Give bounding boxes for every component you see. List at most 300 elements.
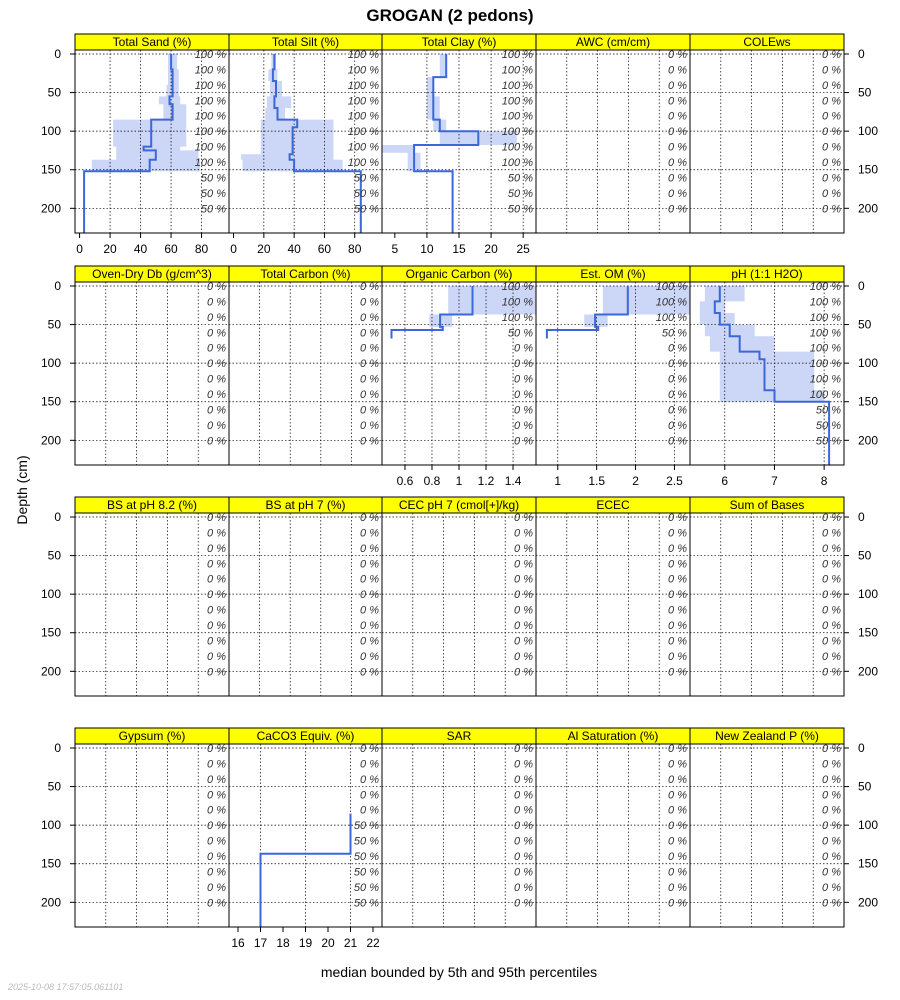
pct-label: 0 % xyxy=(360,373,379,386)
pct-label: 0 % xyxy=(822,620,841,633)
timestamp: 2025-10-08 17:57:05.061101 xyxy=(8,982,124,992)
pct-label: 100 % xyxy=(809,327,841,340)
plot-area xyxy=(690,513,844,696)
pct-label: 0 % xyxy=(822,666,841,679)
pct-label: 0 % xyxy=(514,558,533,571)
y-tick-label: 200 xyxy=(858,201,879,216)
pct-label: 100 % xyxy=(194,95,226,108)
pct-label: 0 % xyxy=(668,620,687,633)
panel-14 xyxy=(536,497,690,696)
panel-title: Total Clay (%) xyxy=(421,35,497,49)
y-tick-label: 150 xyxy=(858,856,879,871)
pct-label: 0 % xyxy=(514,773,533,786)
x-tick-label: 25 xyxy=(516,242,530,256)
pct-label: 100 % xyxy=(655,281,687,293)
pct-label: 0 % xyxy=(514,527,533,540)
y-tick-label: 50 xyxy=(47,317,61,332)
panel-5 xyxy=(690,34,878,233)
x-tick-label: 22 xyxy=(366,936,380,950)
plot-area xyxy=(75,282,229,465)
y-tick-label: 50 xyxy=(858,317,872,332)
panel-11 xyxy=(41,497,229,696)
panel-19 xyxy=(536,728,690,927)
pct-label: 0 % xyxy=(360,296,379,309)
x-tick-label: 1 xyxy=(554,474,562,488)
pct-label: 0 % xyxy=(822,743,841,755)
pct-label: 0 % xyxy=(668,542,687,555)
pct-label: 0 % xyxy=(668,342,687,355)
pct-label: 0 % xyxy=(360,789,379,802)
pct-label: 0 % xyxy=(207,743,226,755)
plot-area xyxy=(536,282,690,465)
panel-title: Total Carbon (%) xyxy=(260,267,351,281)
panel-title: pH (1:1 H2O) xyxy=(731,267,803,281)
pct-label: 0 % xyxy=(822,187,841,200)
pct-label: 0 % xyxy=(207,358,226,371)
pct-label: 0 % xyxy=(668,743,687,755)
x-tick-label: 80 xyxy=(194,242,209,256)
pct-label: 0 % xyxy=(514,789,533,802)
y-tick-label: 0 xyxy=(54,741,61,755)
pct-label: 0 % xyxy=(514,373,533,386)
pct-label: 0 % xyxy=(360,404,379,417)
y-tick-label: 200 xyxy=(40,433,61,448)
pct-label: 0 % xyxy=(360,589,379,602)
pct-label: 0 % xyxy=(668,126,687,139)
pct-label: 0 % xyxy=(207,373,226,386)
x-tick-label: 1.5 xyxy=(588,474,606,488)
x-tick-label: 19 xyxy=(298,936,313,950)
pct-label: 0 % xyxy=(514,589,533,602)
pct-label: 0 % xyxy=(514,650,533,663)
panel-20 xyxy=(690,728,878,927)
pct-label: 50 % xyxy=(815,419,841,432)
pct-label: 100 % xyxy=(347,64,379,77)
pct-label: 100 % xyxy=(809,358,841,371)
pct-label: 0 % xyxy=(514,835,533,848)
panel-title: Organic Carbon (%) xyxy=(405,267,513,281)
plot-area xyxy=(382,513,536,696)
y-tick-label: 0 xyxy=(858,279,865,293)
pct-label: 50 % xyxy=(507,327,533,340)
pct-label: 0 % xyxy=(822,758,841,771)
pct-label: 100 % xyxy=(501,311,533,324)
panel-title: CaCO3 Equiv. (%) xyxy=(256,729,355,743)
pct-label: 0 % xyxy=(822,203,841,216)
pct-label: 0 % xyxy=(360,342,379,355)
pct-label: 0 % xyxy=(207,419,226,432)
pct-label: 100 % xyxy=(501,95,533,108)
plot-area xyxy=(536,744,690,927)
pct-label: 0 % xyxy=(668,635,687,648)
pct-label: 0 % xyxy=(668,435,687,448)
panel-frame xyxy=(75,513,229,696)
pct-label: 100 % xyxy=(347,110,379,123)
pct-label: 0 % xyxy=(668,95,687,108)
pct-label: 0 % xyxy=(360,804,379,817)
pct-label: 0 % xyxy=(822,172,841,185)
x-tick-label: 20 xyxy=(103,242,117,256)
pct-label: 0 % xyxy=(207,650,226,663)
y-tick-label: 50 xyxy=(47,779,61,794)
pct-label: 0 % xyxy=(514,743,533,755)
pct-label: 100 % xyxy=(347,95,379,108)
pct-label: 0 % xyxy=(207,820,226,833)
y-tick-label: 200 xyxy=(858,664,879,679)
pct-label: 100 % xyxy=(809,389,841,402)
pct-label: 0 % xyxy=(360,650,379,663)
pct-label: 0 % xyxy=(668,203,687,216)
plot-area xyxy=(75,744,229,927)
x-tick-label: 16 xyxy=(231,936,245,950)
pct-label: 100 % xyxy=(501,79,533,92)
panel-18 xyxy=(382,728,536,927)
percentile-band xyxy=(92,54,200,171)
x-tick-label: 60 xyxy=(317,242,332,256)
pct-label: 0 % xyxy=(514,435,533,448)
panel-17 xyxy=(229,728,382,950)
pct-label: 0 % xyxy=(822,95,841,108)
pct-label: 100 % xyxy=(194,157,226,170)
pct-label: 0 % xyxy=(822,542,841,555)
pct-label: 50 % xyxy=(507,203,533,216)
y-tick-label: 150 xyxy=(40,394,61,409)
pct-label: 0 % xyxy=(207,311,226,324)
x-tick-label: 8 xyxy=(820,474,828,488)
pct-label: 50 % xyxy=(815,404,841,417)
pct-label: 0 % xyxy=(360,573,379,586)
x-tick-label: 1 xyxy=(455,474,463,488)
pct-label: 0 % xyxy=(822,589,841,602)
pct-label: 50 % xyxy=(353,820,379,833)
pct-label: 0 % xyxy=(360,604,379,617)
pct-label: 0 % xyxy=(514,419,533,432)
pct-label: 0 % xyxy=(360,435,379,448)
pct-label: 0 % xyxy=(668,820,687,833)
x-tick-label: 80 xyxy=(348,242,362,256)
y-tick-label: 50 xyxy=(858,85,872,100)
pct-label: 0 % xyxy=(668,373,687,386)
x-tick-label: 40 xyxy=(287,242,301,256)
panel-9 xyxy=(536,266,690,488)
pct-label: 0 % xyxy=(822,512,841,524)
panel-16 xyxy=(41,728,229,927)
x-tick-label: 10 xyxy=(420,242,434,256)
panel-15 xyxy=(690,497,878,696)
pct-label: 0 % xyxy=(207,512,226,524)
pct-label: 0 % xyxy=(360,743,379,755)
pct-label: 100 % xyxy=(501,296,533,309)
pct-label: 0 % xyxy=(207,435,226,448)
percentile-band xyxy=(700,286,824,402)
pct-label: 0 % xyxy=(207,558,226,571)
pct-label: 0 % xyxy=(668,49,687,61)
pct-label: 0 % xyxy=(668,404,687,417)
pct-label: 0 % xyxy=(514,881,533,894)
y-tick-label: 150 xyxy=(858,625,879,640)
panel-title: Est. OM (%) xyxy=(580,267,646,281)
pct-label: 50 % xyxy=(353,866,379,879)
pct-label: 0 % xyxy=(668,804,687,817)
chart-title: GROGAN (2 pedons) xyxy=(366,6,534,25)
pct-label: 0 % xyxy=(668,789,687,802)
panel-8 xyxy=(382,266,536,488)
x-tick-label: 1.2 xyxy=(477,474,495,488)
pct-label: 0 % xyxy=(514,666,533,679)
pct-label: 0 % xyxy=(668,897,687,910)
pct-label: 0 % xyxy=(360,281,379,293)
pct-label: 50 % xyxy=(200,203,226,216)
pct-label: 100 % xyxy=(809,373,841,386)
pct-label: 100 % xyxy=(809,296,841,309)
panel-title: ECEC xyxy=(596,498,630,512)
pct-label: 100 % xyxy=(501,64,533,77)
panel-frame xyxy=(75,744,229,927)
pct-label: 100 % xyxy=(194,141,226,154)
pct-label: 0 % xyxy=(207,666,226,679)
pct-label: 0 % xyxy=(207,773,226,786)
pct-label: 0 % xyxy=(668,358,687,371)
y-tick-label: 0 xyxy=(54,47,61,61)
pct-label: 0 % xyxy=(668,589,687,602)
pct-label: 100 % xyxy=(194,126,226,139)
y-tick-label: 0 xyxy=(54,510,61,524)
x-tick-label: 18 xyxy=(276,936,290,950)
pct-label: 0 % xyxy=(822,110,841,123)
pct-label: 0 % xyxy=(822,820,841,833)
y-tick-label: 100 xyxy=(858,818,879,833)
pct-label: 0 % xyxy=(207,327,226,340)
pct-label: 100 % xyxy=(194,64,226,77)
pct-label: 0 % xyxy=(360,311,379,324)
pct-label: 100 % xyxy=(501,157,533,170)
pct-label: 0 % xyxy=(822,141,841,154)
pct-label: 50 % xyxy=(353,851,379,864)
y-tick-label: 200 xyxy=(40,664,61,679)
pct-label: 0 % xyxy=(207,296,226,309)
y-tick-label: 50 xyxy=(47,85,61,100)
pct-label: 0 % xyxy=(514,404,533,417)
panel-title: COLEws xyxy=(743,35,791,49)
y-tick-label: 150 xyxy=(40,856,61,871)
y-tick-label: 100 xyxy=(40,818,61,833)
x-tick-label: 1.4 xyxy=(504,474,522,488)
pct-label: 0 % xyxy=(360,419,379,432)
pct-label: 0 % xyxy=(207,635,226,648)
pct-label: 0 % xyxy=(360,327,379,340)
pct-label: 0 % xyxy=(360,635,379,648)
pct-label: 0 % xyxy=(822,773,841,786)
y-tick-label: 50 xyxy=(47,548,61,563)
panel-title: CEC pH 7 (cmol[+]/kg) xyxy=(398,498,520,512)
x-tick-label: 7 xyxy=(771,474,778,488)
pct-label: 0 % xyxy=(668,851,687,864)
pct-label: 50 % xyxy=(815,435,841,448)
panel-frame xyxy=(382,513,536,696)
panel-3 xyxy=(382,34,536,256)
pct-label: 50 % xyxy=(200,187,226,200)
panel-title: Total Sand (%) xyxy=(112,35,192,49)
pct-label: 0 % xyxy=(822,897,841,910)
pct-label: 0 % xyxy=(822,558,841,571)
pct-label: 0 % xyxy=(360,773,379,786)
pct-label: 100 % xyxy=(809,342,841,355)
x-tick-label: 15 xyxy=(452,242,466,256)
x-tick-label: 17 xyxy=(253,936,268,950)
panel-title: BS at pH 7 (%) xyxy=(265,498,346,512)
x-tick-label: 0 xyxy=(230,242,237,256)
plot-area xyxy=(690,744,844,927)
x-tick-label: 20 xyxy=(321,936,335,950)
pct-label: 0 % xyxy=(207,758,226,771)
pct-label: 50 % xyxy=(200,172,226,185)
pct-label: 100 % xyxy=(501,49,533,61)
y-tick-label: 200 xyxy=(40,201,61,216)
x-tick-label: 40 xyxy=(133,242,148,256)
pct-label: 0 % xyxy=(514,620,533,633)
panel-title: Al Saturation (%) xyxy=(567,729,659,743)
pct-label: 50 % xyxy=(353,835,379,848)
pct-label: 0 % xyxy=(822,49,841,61)
pct-label: 100 % xyxy=(347,49,379,61)
pct-label: 0 % xyxy=(207,573,226,586)
pct-label: 0 % xyxy=(822,851,841,864)
y-tick-label: 200 xyxy=(858,433,879,448)
pct-label: 0 % xyxy=(668,157,687,170)
pct-label: 0 % xyxy=(822,866,841,879)
y-tick-label: 50 xyxy=(858,779,872,794)
y-tick-label: 150 xyxy=(40,625,61,640)
y-tick-label: 150 xyxy=(858,394,879,409)
pct-label: 0 % xyxy=(668,110,687,123)
panel-2 xyxy=(229,34,382,256)
pct-label: 0 % xyxy=(668,558,687,571)
panel-title: Oven-Dry Db (g/cm^3) xyxy=(92,267,212,281)
pct-label: 0 % xyxy=(514,851,533,864)
pct-label: 50 % xyxy=(353,203,379,216)
y-tick-label: 100 xyxy=(858,124,879,139)
pct-label: 0 % xyxy=(207,835,226,848)
y-tick-label: 100 xyxy=(40,587,61,602)
panel-title: SAR xyxy=(446,729,472,743)
pct-label: 0 % xyxy=(514,820,533,833)
pct-label: 100 % xyxy=(347,79,379,92)
pct-label: 0 % xyxy=(668,773,687,786)
pct-label: 0 % xyxy=(822,881,841,894)
pct-label: 0 % xyxy=(668,573,687,586)
panel-frame xyxy=(690,744,844,927)
pct-label: 0 % xyxy=(668,604,687,617)
panel-frame xyxy=(536,513,690,696)
pct-label: 0 % xyxy=(360,389,379,402)
pct-label: 100 % xyxy=(655,296,687,309)
panel-6 xyxy=(41,266,229,465)
pct-label: 50 % xyxy=(353,897,379,910)
pct-label: 0 % xyxy=(668,389,687,402)
pct-label: 0 % xyxy=(668,64,687,77)
pct-label: 0 % xyxy=(668,527,687,540)
x-tick-label: 2.5 xyxy=(666,474,683,488)
pct-label: 0 % xyxy=(514,573,533,586)
y-tick-label: 0 xyxy=(858,741,865,755)
y-tick-label: 150 xyxy=(40,162,61,177)
panel-title: AWC (cm/cm) xyxy=(575,35,651,49)
pct-label: 0 % xyxy=(207,851,226,864)
pct-label: 100 % xyxy=(809,281,841,293)
y-tick-label: 100 xyxy=(858,587,879,602)
pct-label: 50 % xyxy=(353,172,379,185)
panel-title: Gypsum (%) xyxy=(118,729,186,743)
pct-label: 0 % xyxy=(822,573,841,586)
pct-label: 0 % xyxy=(668,419,687,432)
panel-12 xyxy=(229,497,382,696)
pct-label: 0 % xyxy=(514,342,533,355)
pct-label: 0 % xyxy=(207,881,226,894)
pct-label: 0 % xyxy=(207,866,226,879)
pct-label: 0 % xyxy=(514,804,533,817)
panel-1 xyxy=(41,34,229,256)
y-tick-label: 0 xyxy=(858,47,865,61)
pct-label: 0 % xyxy=(668,758,687,771)
panel-title: BS at pH 8.2 (%) xyxy=(106,498,198,512)
pct-label: 0 % xyxy=(207,389,226,402)
panel-frame xyxy=(536,744,690,927)
x-tick-label: 20 xyxy=(257,242,271,256)
pct-label: 0 % xyxy=(514,389,533,402)
plot-area xyxy=(382,282,536,465)
pct-label: 0 % xyxy=(207,604,226,617)
pct-label: 0 % xyxy=(207,804,226,817)
pct-label: 0 % xyxy=(822,635,841,648)
y-axis-label: Depth (cm) xyxy=(14,455,30,525)
panel-title: Total Silt (%) xyxy=(271,35,340,49)
pct-label: 50 % xyxy=(353,187,379,200)
panel-title: New Zealand P (%) xyxy=(715,729,819,743)
y-tick-label: 100 xyxy=(40,124,61,139)
pct-label: 100 % xyxy=(501,126,533,139)
y-tick-label: 200 xyxy=(40,895,61,910)
pct-label: 0 % xyxy=(360,527,379,540)
panel-title: Sum of Bases xyxy=(729,498,805,512)
pct-label: 0 % xyxy=(822,527,841,540)
x-axis-label: median bounded by 5th and 95th percentiles xyxy=(320,964,598,980)
pct-label: 0 % xyxy=(822,157,841,170)
pct-label: 100 % xyxy=(501,281,533,293)
y-tick-label: 0 xyxy=(54,279,61,293)
panel-7 xyxy=(229,266,382,465)
pct-label: 100 % xyxy=(501,110,533,123)
pct-label: 0 % xyxy=(207,281,226,293)
pct-label: 100 % xyxy=(347,141,379,154)
pct-label: 50 % xyxy=(661,327,687,340)
pct-label: 0 % xyxy=(360,558,379,571)
pct-label: 0 % xyxy=(360,542,379,555)
pct-label: 0 % xyxy=(360,358,379,371)
pct-label: 0 % xyxy=(207,404,226,417)
y-tick-label: 50 xyxy=(858,548,872,563)
pct-label: 0 % xyxy=(514,758,533,771)
percentile-band xyxy=(382,54,517,171)
pct-label: 0 % xyxy=(668,187,687,200)
panel-frame xyxy=(382,744,536,927)
pct-label: 100 % xyxy=(194,110,226,123)
x-tick-label: 60 xyxy=(164,242,178,256)
pct-label: 0 % xyxy=(514,635,533,648)
pct-label: 0 % xyxy=(668,881,687,894)
pct-label: 0 % xyxy=(207,620,226,633)
pct-label: 0 % xyxy=(514,358,533,371)
pct-label: 0 % xyxy=(514,512,533,524)
